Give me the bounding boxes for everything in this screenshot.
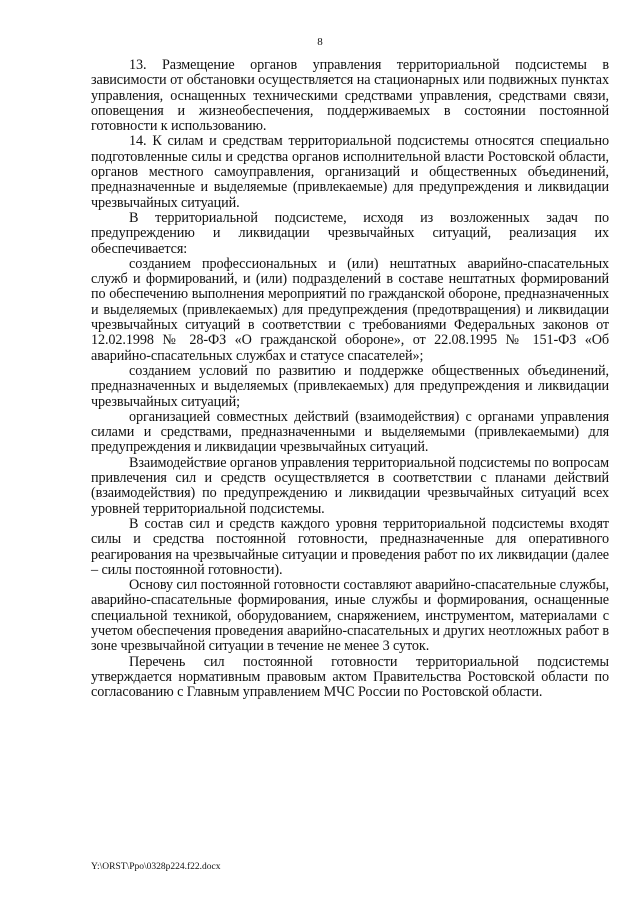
paragraph-readiness-basis: Основу сил постоянной готовности составляют аварийно-спасательные службы, аварийно-спасательные формирования, иные службы и формирования, оснащенные специальной техникой, оборудованием, снаряжением, инструментом, материалами с учетом обеспечения проведения аварийно-спасательных и других неотложных работ в зоне чрезвычайной ситуации в течение не менее 3 суток. — [91, 577, 609, 655]
list-item-joint-actions: организацией совместных действий (взаимодействия) с органами управления силами и средствами, предназначенными и выделяемыми (привлекаемыми) для предупреждения и ликвидации чрезвычайных ситуаций. — [91, 408, 609, 456]
list-item-public-associations: созданием условий по развитию и поддержке общественных объединений, предназначенных и выделяемых (привлекаемых) для предупреждения и ликвидации чрезвычайных ситуаций; — [91, 362, 609, 410]
paragraph-13: 13. Размещение органов управления территориальной подсистемы в зависимости от обстановки осуществляется на стационарных или подвижных пунктах управления, оснащенных техническими средствами управления, средствами связи, оповещения и жизнеобеспечения, поддерживаемых в состоянии постоянной готовности к использованию. — [91, 57, 609, 135]
footer-file-path: Y:\ORST\Ppo\0328p224.f22.docx — [91, 862, 221, 872]
paragraph-tasks-intro: В территориальной подсистеме, исходя из возложенных задач по предупреждению и ликвидации чрезвычайных ситуаций, реализация их обеспечивается: — [91, 209, 609, 257]
page-number: 8 — [317, 36, 323, 48]
paragraph-readiness-forces: В состав сил и средств каждого уровня территориальной подсистемы входят силы и средства постоянной готовности, предназначенные для оперативного реагирования на чрезвычайные ситуации и проведения работ по их ликвидации (далее – силы постоянной готовности). — [91, 515, 609, 578]
list-item-rescue-services: созданием профессиональных и (или) нештатных аварийно-спасательных служб и формирований, и (или) подразделений в составе нештатных формирований по обеспечению выполнения мероприятий по гражданской обороне, предназначенных и выделяемых (привлекаемых) для предупреждения (предотвращения) и ликвидации чрезвычайных ситуаций в соответствии с требованиями Федеральных законов от 12.02.1998 № 28-ФЗ «О гражданской обороне», от 22.08.1995 № 151-ФЗ «Об аварийно-спасательных службах и статусе спасателей»; — [91, 255, 609, 364]
paragraph-forces-list: Перечень сил постоянной готовности территориальной подсистемы утверждается нормативным правовым актом Правительства Ростовской области по согласованию с Главным управлением МЧС России по Ростовской области. — [91, 653, 609, 701]
document-body — [91, 58, 609, 700]
paragraph-14: 14. К силам и средствам территориальной подсистемы относятся специально подготовленные силы и средства органов исполнительной власти Ростовской области, органов местного самоуправления, организаций и общественных объединений, предназначенные и выделяемые (привлекаемые) для предупреждения и ликвидации чрезвычайных ситуаций. — [91, 133, 609, 211]
paragraph-interaction: Взаимодействие органов управления территориальной подсистемы по вопросам привлечения сил и средств осуществляется в соответствии с планами действий (взаимодействия) по предупреждению и ликвидации чрезвычайных ситуаций всех уровней территориальной подсистемы. — [91, 454, 609, 517]
